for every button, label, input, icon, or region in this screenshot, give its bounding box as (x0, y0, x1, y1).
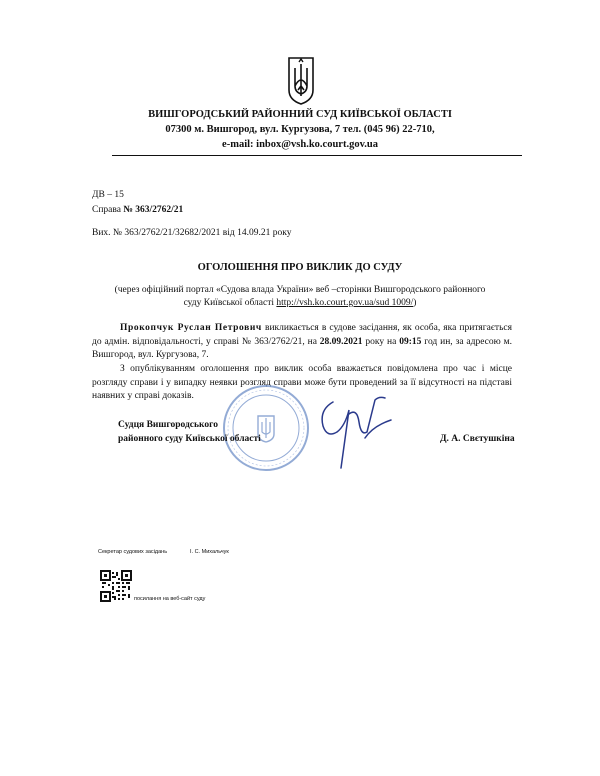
judge-name: Д. А. Свєтушкіна (440, 434, 515, 444)
court-website-link[interactable]: http://vsh.ko.court.gov.ua/sud 1009/ (276, 298, 414, 308)
qr-code-icon[interactable] (100, 570, 132, 602)
portal-line-1: (через офіційний портал «Судова влада України» веб –сторінки Вишгородського районного (114, 285, 486, 295)
secretary-name: І. С. Михальчук (190, 549, 229, 555)
handwritten-signature (315, 392, 395, 474)
summons-text-a: викликається в судове засідання, як особа, яка притягається до адмін. відповідальності, у справі № 363/2762/21, на (92, 323, 512, 347)
secretary-label: Секретар судових засідань (98, 549, 168, 555)
document-title: ОГОЛОШЕННЯ ПРО ВИКЛИК ДО СУДУ (197, 262, 403, 273)
judge-role-line-1: Судця Вишгородського (118, 420, 218, 430)
court-address: 07300 м. Вишгород, вул. Кургузова, 7 тел. (045 96) 22-710, (165, 124, 435, 135)
hearing-date: 28.09.2021 (319, 336, 363, 347)
case-no: № 363/2762/21 (123, 205, 184, 215)
court-email: e-mail: inbox@vsh.ko.court.gov.ua (222, 139, 378, 150)
dv-number: ДВ – 15 (92, 190, 124, 200)
coat-of-arms-icon (287, 56, 315, 106)
header-rule (112, 155, 522, 156)
outgoing-number: Вих. № 363/2762/21/32682/2021 від 14.09.21 року (92, 228, 292, 238)
summons-text-c: год ин, за адресою м. Вишгород, вул. Кургузова, 7. (92, 336, 512, 360)
case-number (92, 205, 183, 215)
hearing-time: 09:15 (399, 336, 422, 347)
judge-role-line-2: районного суду Київської області (118, 434, 261, 444)
notice-paragraph: З опублікуванням оголошення про виклик особа вважається повідомлена про час і місце розгляду справи і у випадку неявки розгляд справи може бути проведений за її відсутності на підставі наявних у справі доказів. (92, 364, 512, 401)
summons-text-b: року на (362, 336, 400, 347)
portal-line-2-text: суду Київської області (183, 298, 277, 308)
portal-line-2 (0, 298, 600, 308)
case-prefix: Справа (92, 205, 124, 215)
summoned-person: Прокопчук Руслан Петрович (120, 323, 262, 333)
summons-paragraph (92, 322, 512, 363)
court-name: ВИШГОРОДСЬКИЙ РАЙОННИЙ СУД КИЇВСЬКОЇ ОБЛАСТІ (148, 109, 452, 120)
qr-caption: посилання на веб-сайт суду (134, 596, 206, 602)
portal-line-2-end: ) (413, 298, 417, 308)
court-seal-stamp (220, 382, 312, 474)
